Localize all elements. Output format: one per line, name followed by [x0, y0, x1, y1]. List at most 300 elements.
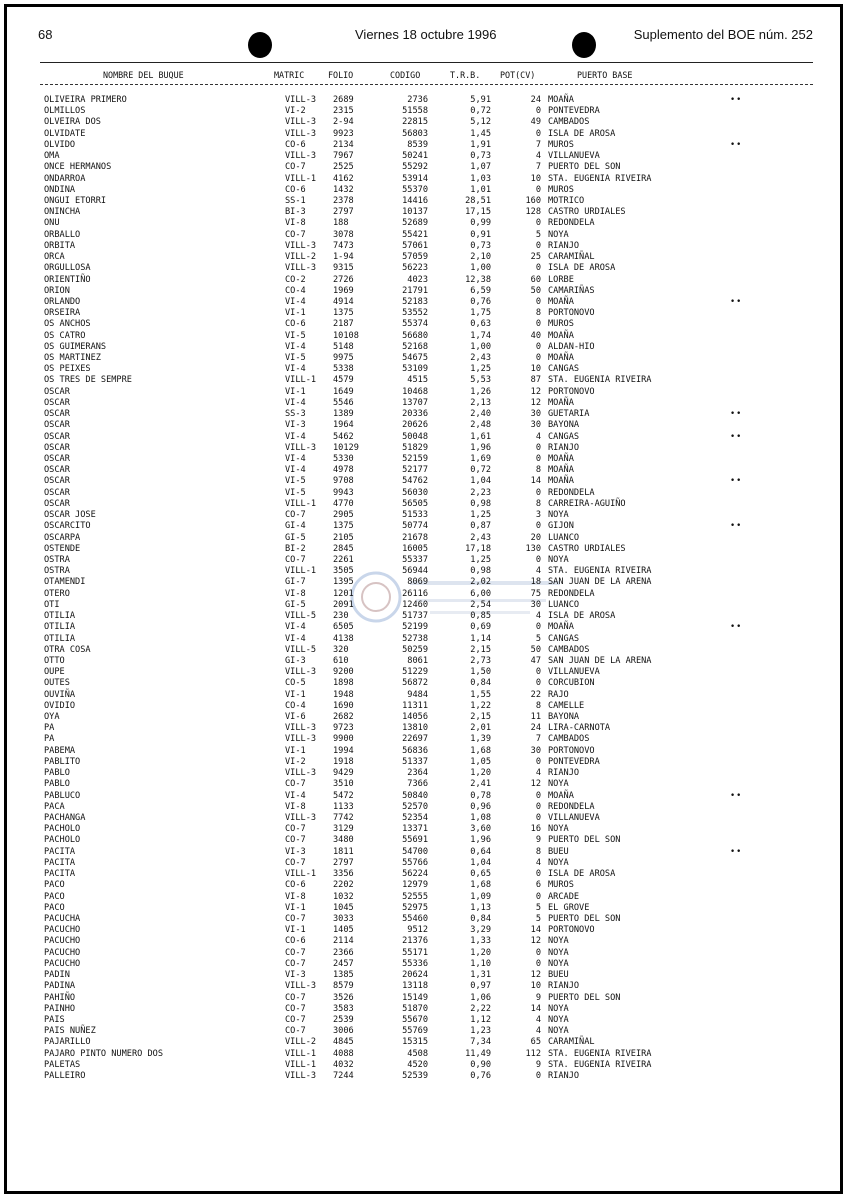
cell-puerto-base: MOAÑA [548, 95, 574, 105]
cell-matric: VILL-3 [285, 734, 317, 745]
cell-trb: 1,20 [470, 947, 491, 958]
table-row [0, 308, 851, 319]
cell-vessel-name: OSCAR [44, 397, 70, 408]
cell-codigo: 53552 [402, 308, 428, 319]
cell-codigo: 54700 [402, 846, 428, 857]
cell-pot-cv: 130 [525, 543, 541, 554]
cell-vessel-name: PAJARO PINTO NUMERO DOS [44, 1048, 163, 1059]
cell-folio: 3129 [333, 824, 354, 835]
cell-matric: GI-4 [285, 521, 306, 532]
table-row [0, 645, 851, 656]
table-row [0, 521, 851, 532]
publication-title: Suplemento del BOE núm. 252 [633, 27, 813, 42]
cell-vessel-name: OLIVEIRA PRIMERO [44, 95, 127, 105]
cell-vessel-name: OSCAR [44, 420, 70, 431]
cell-pot-cv: 0 [535, 667, 541, 678]
cell-trb: 2,41 [470, 779, 491, 790]
cell-pot-cv: 8 [535, 308, 541, 319]
cell-puerto-base: ALDAN-HIO [548, 341, 595, 352]
table-row [0, 454, 851, 465]
cell-matric: VI-1 [285, 745, 306, 756]
cell-puerto-base: PONTEVEDRA [548, 106, 600, 117]
cell-folio: 1948 [333, 689, 354, 700]
cell-vessel-name: OSTRA [44, 566, 70, 577]
cell-codigo: 15149 [402, 992, 428, 1003]
cell-matric: CO-7 [285, 992, 306, 1003]
cell-trb: 2,13 [470, 397, 491, 408]
punch-hole-right [572, 32, 596, 58]
table-row [0, 555, 851, 566]
cell-matric: CO-7 [285, 1026, 306, 1037]
cell-codigo: 11311 [402, 700, 428, 711]
cell-trb: 0,99 [470, 218, 491, 229]
punch-hole-left [248, 32, 272, 58]
cell-pot-cv: 128 [525, 207, 541, 218]
cell-codigo: 55336 [402, 958, 428, 969]
cell-pot-cv: 24 [530, 95, 541, 105]
cell-puerto-base: NOYA [548, 1003, 569, 1014]
cell-codigo: 55460 [402, 913, 428, 924]
cell-puerto-base: RIANJO [548, 1071, 580, 1082]
cell-pot-cv: 0 [535, 106, 541, 117]
cell-pot-cv: 5 [535, 913, 541, 924]
cell-trb: 0,98 [470, 566, 491, 577]
table-row [0, 510, 851, 521]
table-row [0, 835, 851, 846]
cell-trb: 3,29 [470, 925, 491, 936]
cell-matric: VI-1 [285, 386, 306, 397]
cell-matric: VI-5 [285, 476, 306, 487]
cell-codigo: 51337 [402, 756, 428, 767]
column-header-name: NOMBRE DEL BUQUE [103, 70, 184, 80]
table-row [0, 678, 851, 689]
table-row [0, 959, 851, 970]
cell-folio: 5462 [333, 431, 354, 442]
cell-matric: CO-6 [285, 936, 306, 947]
cell-trb: 2,22 [470, 1003, 491, 1014]
cell-matric: CO-7 [285, 510, 306, 521]
cell-vessel-name: OTRA COSA [44, 644, 91, 655]
cell-vessel-name: OYA [44, 712, 60, 723]
cell-folio: 188 [333, 218, 349, 229]
cell-trb: 0,63 [470, 319, 491, 330]
cell-codigo: 52199 [402, 622, 428, 633]
cell-vessel-name: ORION [44, 285, 70, 296]
cell-vessel-name: PABLO [44, 768, 70, 779]
cell-folio: 5330 [333, 454, 354, 464]
cell-matric: VI-4 [285, 397, 306, 408]
cell-trb: 2,15 [470, 712, 491, 723]
cell-folio: 10129 [333, 442, 359, 453]
cell-vessel-name: PAIS [44, 1014, 65, 1025]
cell-trb: 1,45 [470, 128, 491, 139]
cell-trb: 2,01 [470, 723, 491, 734]
table-row [0, 611, 851, 622]
cell-vessel-name: OSCAR [44, 487, 70, 498]
cell-codigo: 52555 [402, 891, 428, 902]
cell-pot-cv: 0 [535, 296, 541, 307]
cell-folio: 4914 [333, 296, 354, 307]
cell-pot-cv: 16 [530, 824, 541, 835]
cell-trb: 0,69 [470, 622, 491, 633]
cell-codigo: 55421 [402, 229, 428, 240]
cell-pot-cv: 5 [535, 229, 541, 240]
cell-puerto-base: NOYA [548, 510, 569, 521]
cell-trb: 2,73 [470, 655, 491, 666]
cell-trb: 7,34 [470, 1037, 491, 1048]
cell-codigo: 9512 [407, 925, 428, 936]
cell-vessel-name: OLVEIRA DOS [44, 117, 101, 128]
cell-folio: 1385 [333, 970, 354, 981]
cell-matric: CO-7 [285, 857, 306, 868]
cell-trb: 2,40 [470, 409, 491, 420]
cell-puerto-base: MOAÑA [548, 476, 574, 487]
cell-puerto-base: MOAÑA [548, 296, 574, 307]
table-row [0, 712, 851, 723]
cell-codigo: 54675 [402, 353, 428, 364]
cell-folio: 2797 [333, 857, 354, 868]
cell-folio: 3526 [333, 992, 354, 1003]
cell-trb: 1,10 [470, 958, 491, 969]
cell-folio: 9708 [333, 476, 354, 487]
cell-vessel-name: PACHOLO [44, 835, 81, 846]
cell-trb: 6,59 [470, 285, 491, 296]
cell-pot-cv: 0 [535, 218, 541, 229]
cell-vessel-name: PACUCHO [44, 936, 81, 947]
cell-codigo: 2364 [407, 768, 428, 779]
cell-pot-cv: 0 [535, 891, 541, 902]
cell-pot-cv: 0 [535, 263, 541, 274]
cell-folio: 320 [333, 644, 349, 655]
cell-matric: VI-4 [285, 296, 306, 307]
cell-pot-cv: 8 [535, 465, 541, 476]
cell-mark: •• [730, 296, 743, 307]
cell-trb: 2,43 [470, 353, 491, 364]
cell-puerto-base: NOYA [548, 824, 569, 835]
table-row [0, 398, 851, 409]
cell-matric: VILL-3 [285, 117, 317, 128]
cell-folio: 2315 [333, 106, 354, 117]
cell-codigo: 56505 [402, 498, 428, 509]
cell-puerto-base: BUEU [548, 970, 569, 981]
cell-vessel-name: PACO [44, 902, 65, 913]
table-row [0, 241, 851, 252]
cell-trb: 0,76 [470, 1071, 491, 1082]
cell-vessel-name: PACHANGA [44, 813, 86, 823]
cell-codigo: 52354 [402, 813, 428, 823]
cell-puerto-base: MOAÑA [548, 330, 574, 341]
table-row [0, 476, 851, 487]
cell-codigo: 8539 [407, 139, 428, 150]
cell-trb: 0,84 [470, 913, 491, 924]
cell-vessel-name: ORSEIRA [44, 308, 81, 319]
cell-vessel-name: ONINCHA [44, 207, 81, 218]
cell-matric: VILL-3 [285, 263, 317, 274]
cell-matric: CO-6 [285, 319, 306, 330]
cell-puerto-base: NOYA [548, 947, 569, 958]
table-row [0, 174, 851, 185]
cell-trb: 1,74 [470, 330, 491, 341]
cell-codigo: 56836 [402, 745, 428, 756]
cell-matric: VILL-3 [285, 1071, 317, 1082]
table-row [0, 847, 851, 858]
cell-folio: 3583 [333, 1003, 354, 1014]
table-row [0, 230, 851, 241]
cell-puerto-base: STA. EUGENIA RIVEIRA [548, 173, 652, 184]
cell-codigo: 4023 [407, 274, 428, 285]
cell-folio: 4978 [333, 465, 354, 476]
cell-codigo: 10468 [402, 386, 428, 397]
cell-matric: CO-7 [285, 162, 306, 173]
table-row [0, 824, 851, 835]
cell-folio: 3480 [333, 835, 354, 846]
cell-vessel-name: OSCAR [44, 476, 70, 487]
cell-codigo: 55370 [402, 184, 428, 195]
cell-trb: 5,12 [470, 117, 491, 128]
cell-matric: VI-8 [285, 588, 306, 599]
cell-vessel-name: PAHIÑO [44, 992, 76, 1003]
cell-puerto-base: SAN JUAN DE LA ARENA [548, 655, 652, 666]
cell-pot-cv: 22 [530, 689, 541, 700]
cell-trb: 1,04 [470, 857, 491, 868]
cell-puerto-base: MOAÑA [548, 454, 574, 464]
table-row [0, 892, 851, 903]
cell-codigo: 22815 [402, 117, 428, 128]
cell-trb: 0,87 [470, 521, 491, 532]
table-row [0, 779, 851, 790]
table-row [0, 701, 851, 712]
table-row [0, 914, 851, 925]
cell-vessel-name: PADIN [44, 970, 70, 981]
column-header-rule [40, 84, 813, 85]
cell-pot-cv: 0 [535, 756, 541, 767]
cell-matric: GI-3 [285, 655, 306, 666]
cell-folio: 2366 [333, 947, 354, 958]
cell-codigo: 51558 [402, 106, 428, 117]
cell-trb: 1,12 [470, 1014, 491, 1025]
cell-matric: CO-4 [285, 700, 306, 711]
cell-pot-cv: 0 [535, 554, 541, 565]
cell-vessel-name: OS TRES DE SEMPRE [44, 375, 132, 386]
cell-folio: 1964 [333, 420, 354, 431]
cell-matric: VI-3 [285, 970, 306, 981]
cell-vessel-name: OSCAR [44, 409, 70, 420]
cell-folio: 1649 [333, 386, 354, 397]
cell-puerto-base: CANGAS [548, 431, 580, 442]
cell-pot-cv: 24 [530, 723, 541, 734]
cell-folio: 9723 [333, 723, 354, 734]
cell-puerto-base: CAMELLE [548, 700, 585, 711]
cell-pot-cv: 7 [535, 162, 541, 173]
cell-matric: VILL-3 [285, 442, 317, 453]
cell-pot-cv: 0 [535, 622, 541, 633]
cell-trb: 1,96 [470, 442, 491, 453]
cell-pot-cv: 4 [535, 768, 541, 779]
cell-pot-cv: 7 [535, 734, 541, 745]
cell-matric: CO-6 [285, 184, 306, 195]
cell-trb: 0,76 [470, 296, 491, 307]
cell-codigo: 4515 [407, 375, 428, 386]
table-row [0, 387, 851, 398]
table-row [0, 252, 851, 263]
cell-folio: 2689 [333, 95, 354, 105]
table-row [0, 656, 851, 667]
cell-vessel-name: PALETAS [44, 1059, 81, 1070]
cell-matric: VILL-3 [285, 95, 317, 105]
cell-trb: 0,97 [470, 981, 491, 992]
cell-vessel-name: OSCAR [44, 498, 70, 509]
cell-pot-cv: 0 [535, 947, 541, 958]
cell-codigo: 22697 [402, 734, 428, 745]
table-row [0, 117, 851, 128]
cell-folio: 2114 [333, 936, 354, 947]
cell-folio: 1898 [333, 678, 354, 689]
table-row [0, 600, 851, 611]
cell-matric: VI-4 [285, 790, 306, 801]
cell-pot-cv: 0 [535, 678, 541, 689]
cell-pot-cv: 40 [530, 330, 541, 341]
cell-trb: 0,73 [470, 151, 491, 162]
cell-trb: 28,51 [465, 195, 491, 206]
cell-matric: VILL-2 [285, 252, 317, 263]
cell-codigo: 21376 [402, 936, 428, 947]
table-row [0, 1015, 851, 1026]
cell-codigo: 12979 [402, 880, 428, 891]
cell-pot-cv: 6 [535, 880, 541, 891]
cell-puerto-base: CAMBADOS [548, 644, 590, 655]
cell-folio: 2091 [333, 599, 354, 610]
cell-codigo: 55337 [402, 554, 428, 565]
cell-trb: 0,65 [470, 869, 491, 880]
cell-matric: CO-7 [285, 958, 306, 969]
cell-trb: 1,01 [470, 184, 491, 195]
cell-folio: 1432 [333, 184, 354, 195]
cell-codigo: 4508 [407, 1048, 428, 1059]
cell-trb: 1,05 [470, 756, 491, 767]
cell-mark: •• [730, 95, 743, 105]
column-header-pot: POT(CV) [500, 70, 536, 80]
cell-pot-cv: 10 [530, 981, 541, 992]
cell-folio: 4845 [333, 1037, 354, 1048]
cell-mark: •• [730, 521, 743, 532]
table-row [0, 667, 851, 678]
cell-puerto-base: NOYA [548, 857, 569, 868]
cell-puerto-base: CANGAS [548, 633, 580, 644]
cell-folio: 2-94 [333, 117, 354, 128]
cell-matric: VILL-1 [285, 566, 317, 577]
cell-vessel-name: OUVIÑA [44, 689, 76, 700]
cell-pot-cv: 0 [535, 869, 541, 880]
cell-folio: 2845 [333, 543, 354, 554]
cell-codigo: 55691 [402, 835, 428, 846]
cell-pot-cv: 160 [525, 195, 541, 206]
cell-folio: 2202 [333, 880, 354, 891]
cell-vessel-name: ORCA [44, 252, 65, 263]
cell-matric: CO-6 [285, 139, 306, 150]
cell-matric: VILL-1 [285, 498, 317, 509]
cell-folio: 4770 [333, 498, 354, 509]
cell-trb: 0,72 [470, 106, 491, 117]
cell-folio: 4138 [333, 633, 354, 644]
cell-trb: 17,15 [465, 207, 491, 218]
cell-vessel-name: PACA [44, 801, 65, 812]
cell-folio: 8579 [333, 981, 354, 992]
cell-pot-cv: 9 [535, 835, 541, 846]
cell-folio: 1201 [333, 588, 354, 599]
cell-matric: VILL-3 [285, 813, 317, 823]
cell-vessel-name: OMA [44, 151, 60, 162]
cell-codigo: 51829 [402, 442, 428, 453]
table-row [0, 275, 851, 286]
cell-trb: 1,68 [470, 880, 491, 891]
cell-puerto-base: LIRA-CARNOTA [548, 723, 611, 734]
cell-codigo: 52738 [402, 633, 428, 644]
cell-trb: 1,00 [470, 341, 491, 352]
cell-puerto-base: CARAMIÑAL [548, 1037, 595, 1048]
cell-folio: 1969 [333, 285, 354, 296]
cell-folio: 2187 [333, 319, 354, 330]
column-header-matric: MATRIC [274, 70, 305, 80]
cell-codigo: 50774 [402, 521, 428, 532]
cell-vessel-name: OSCARCITO [44, 521, 91, 532]
cell-folio: 1395 [333, 577, 354, 588]
cell-codigo: 56680 [402, 330, 428, 341]
cell-pot-cv: 0 [535, 813, 541, 823]
cell-folio: 3078 [333, 229, 354, 240]
cell-vessel-name: PACITA [44, 846, 76, 857]
cell-matric: VI-2 [285, 756, 306, 767]
cell-vessel-name: OTI [44, 599, 60, 610]
cell-trb: 1,31 [470, 970, 491, 981]
cell-puerto-base: LUANCO [548, 532, 580, 543]
cell-trb: 1,06 [470, 992, 491, 1003]
cell-folio: 2682 [333, 712, 354, 723]
cell-trb: 17,18 [465, 543, 491, 554]
cell-folio: 9200 [333, 667, 354, 678]
cell-puerto-base: RIANJO [548, 240, 580, 251]
cell-vessel-name: OSTENDE [44, 543, 81, 554]
table-row [0, 375, 851, 386]
cell-vessel-name: PABLUCO [44, 790, 81, 801]
cell-trb: 0,73 [470, 240, 491, 251]
table-row [0, 1037, 851, 1048]
cell-pot-cv: 0 [535, 240, 541, 251]
cell-pot-cv: 0 [535, 790, 541, 801]
cell-puerto-base: PORTONOVO [548, 308, 595, 319]
cell-codigo: 52168 [402, 341, 428, 352]
cell-vessel-name: ONGUI ETORRI [44, 195, 107, 206]
cell-matric: CO-7 [285, 779, 306, 790]
cell-trb: 1,33 [470, 936, 491, 947]
cell-folio: 7967 [333, 151, 354, 162]
cell-pot-cv: 49 [530, 117, 541, 128]
cell-pot-cv: 30 [530, 599, 541, 610]
cell-pot-cv: 20 [530, 532, 541, 543]
cell-puerto-base: MOAÑA [548, 353, 574, 364]
cell-puerto-base: MUROS [548, 184, 574, 195]
table-row [0, 948, 851, 959]
cell-vessel-name: PACUCHA [44, 913, 81, 924]
cell-codigo: 51533 [402, 510, 428, 521]
cell-puerto-base: NOYA [548, 229, 569, 240]
cell-folio: 10108 [333, 330, 359, 341]
cell-codigo: 51870 [402, 1003, 428, 1014]
cell-pot-cv: 10 [530, 364, 541, 375]
cell-matric: GI-5 [285, 532, 306, 543]
cell-matric: CO-7 [285, 913, 306, 924]
cell-puerto-base: STA. EUGENIA RIVEIRA [548, 566, 652, 577]
cell-matric: VILL-3 [285, 768, 317, 779]
